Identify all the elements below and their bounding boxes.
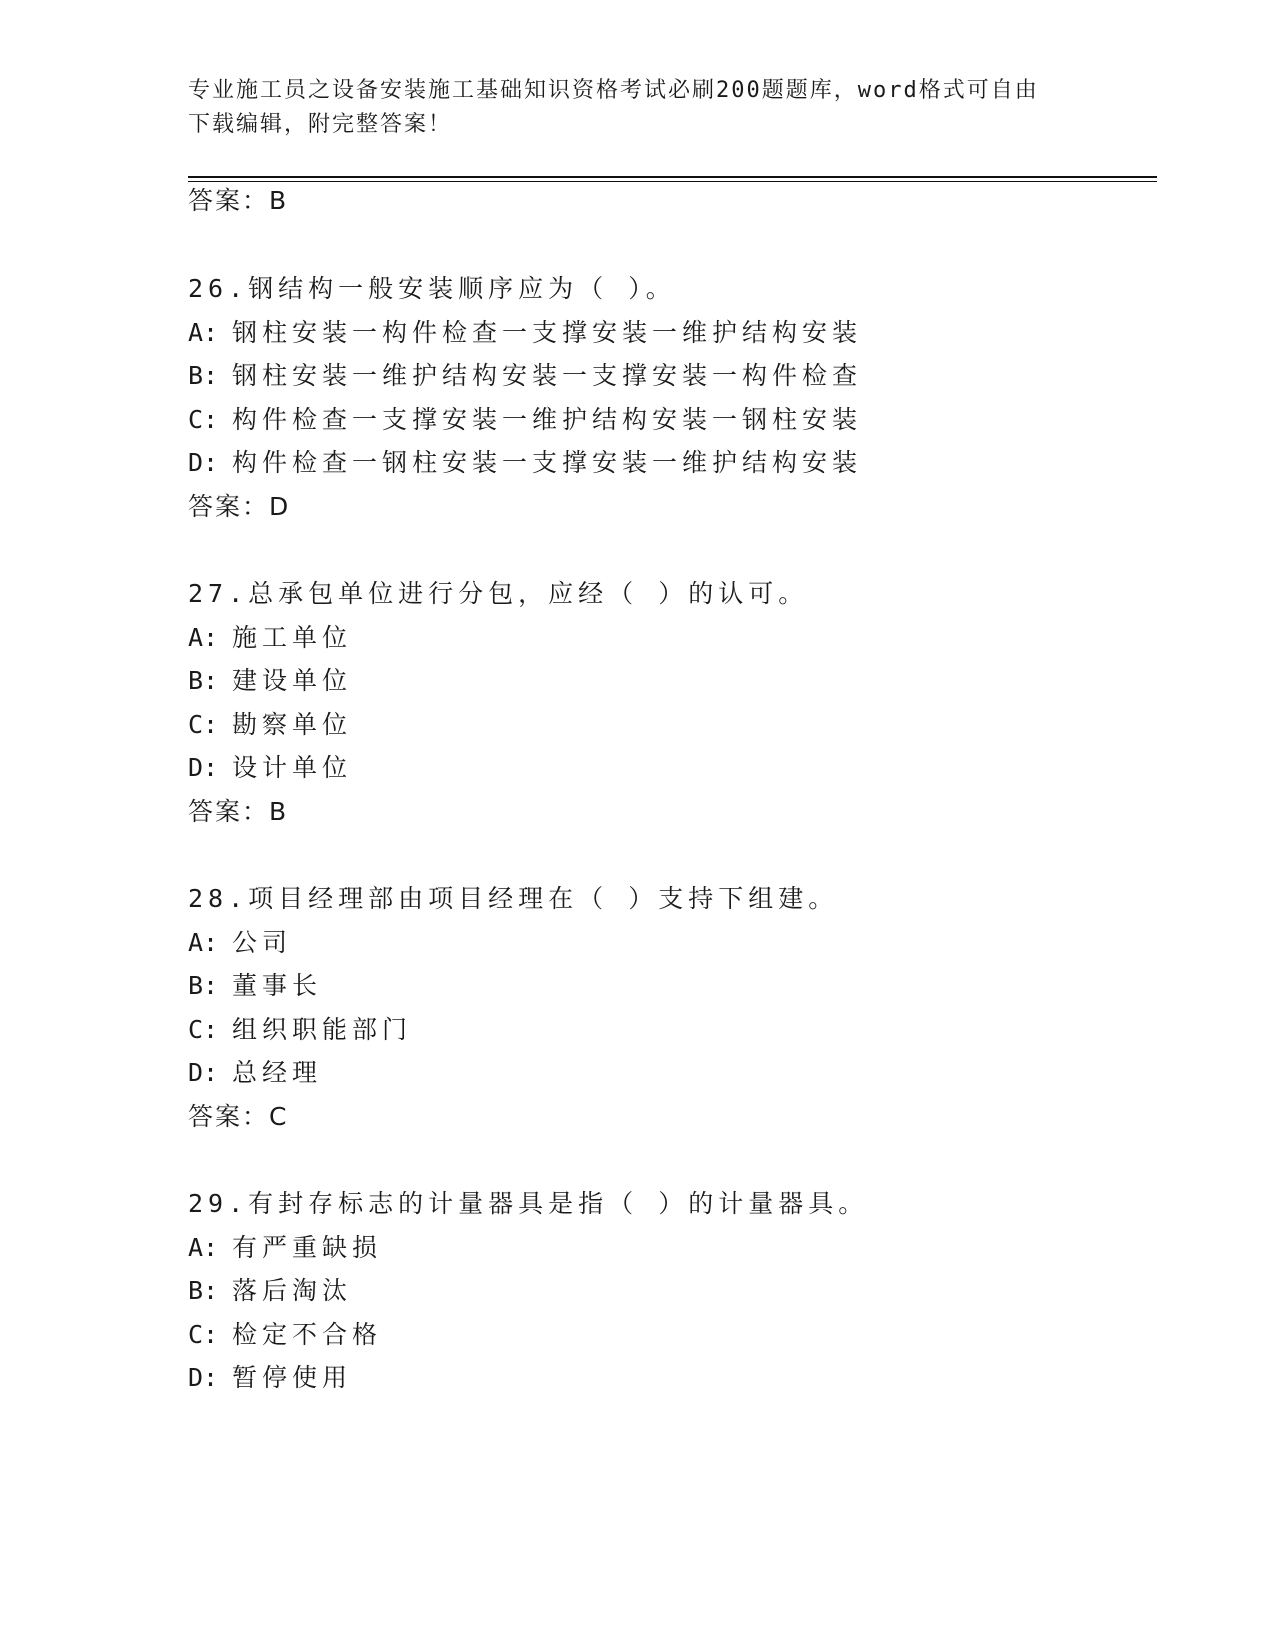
option-key: D: (188, 1058, 219, 1087)
prev-answer (188, 184, 288, 218)
option-key: B: (188, 666, 219, 695)
option-c (188, 708, 352, 742)
answer-label: 答案： (188, 492, 270, 521)
option-text: 公司 (232, 928, 293, 957)
option-text: 钢柱安装一维护结构安装一支撑安装一构件检查 (232, 361, 863, 390)
document-header (188, 74, 1078, 142)
option-text: 构件检查一支撑安装一维护结构安装一钢柱安装 (232, 405, 863, 434)
question-answer (188, 795, 288, 829)
option-d (188, 1361, 352, 1395)
answer-label: 答案： (188, 797, 270, 826)
question-stem: 29.有封存标志的计量器具是指（ ）的计量器具。 (188, 1189, 869, 1218)
answer-label: 答案： (188, 186, 270, 215)
option-a (188, 1231, 382, 1265)
option-b (188, 664, 352, 698)
option-key: B: (188, 1276, 219, 1305)
option-key: D: (188, 448, 219, 477)
option-d (188, 1056, 322, 1090)
answer-value: D (269, 492, 291, 521)
option-text: 有严重缺损 (232, 1233, 383, 1262)
option-key: B: (188, 971, 219, 1000)
option-text: 董事长 (232, 971, 323, 1000)
header-divider-thin (188, 181, 1157, 182)
question-answer (188, 490, 290, 524)
option-d (188, 446, 862, 480)
option-key: A: (188, 1233, 219, 1262)
option-b (188, 359, 862, 393)
option-b (188, 1274, 352, 1308)
option-key: B: (188, 361, 219, 390)
answer-value: C (269, 1102, 289, 1131)
option-text: 建设单位 (232, 666, 353, 695)
option-text: 组织职能部门 (232, 1015, 413, 1044)
option-text: 总经理 (232, 1058, 323, 1087)
option-a (188, 926, 292, 960)
option-c (188, 1318, 382, 1352)
question-stem: 28.项目经理部由项目经理在（ ）支持下组建。 (188, 884, 839, 913)
option-text: 暂停使用 (232, 1363, 353, 1392)
option-key: D: (188, 1363, 219, 1392)
question-stem: 26.钢结构一般安装顺序应为（ ）。 (188, 274, 676, 303)
option-text: 构件检查一钢柱安装一支撑安装一维护结构安装 (232, 448, 863, 477)
answer-value: B (269, 797, 289, 826)
answer-label: 答案： (188, 1102, 270, 1131)
option-a (188, 316, 862, 350)
option-key: D: (188, 753, 219, 782)
option-c (188, 1013, 412, 1047)
option-text: 检定不合格 (232, 1320, 383, 1349)
option-key: A: (188, 318, 219, 347)
option-text: 钢柱安装一构件检查一支撑安装一维护结构安装 (232, 318, 863, 347)
option-d (188, 751, 352, 785)
option-text: 施工单位 (232, 623, 353, 652)
option-key: C: (188, 405, 219, 434)
option-key: C: (188, 710, 219, 739)
option-key: A: (188, 928, 219, 957)
answer-value: B (269, 186, 289, 215)
option-text: 勘察单位 (232, 710, 353, 739)
option-key: C: (188, 1320, 219, 1349)
option-a (188, 621, 352, 655)
option-b (188, 969, 322, 1003)
question-answer (188, 1100, 288, 1134)
header-line-1: 专业施工员之设备安装施工基础知识资格考试必刷200题题库，word格式可自由 (188, 78, 1039, 103)
option-c (188, 403, 862, 437)
option-key: A: (188, 623, 219, 652)
header-divider-thick (188, 176, 1157, 178)
option-text: 落后淘汰 (232, 1276, 353, 1305)
question-stem: 27.总承包单位进行分包，应经（ ）的认可。 (188, 579, 809, 608)
header-line-2: 下载编辑，附完整答案！ (188, 112, 453, 137)
option-key: C: (188, 1015, 219, 1044)
option-text: 设计单位 (232, 753, 353, 782)
